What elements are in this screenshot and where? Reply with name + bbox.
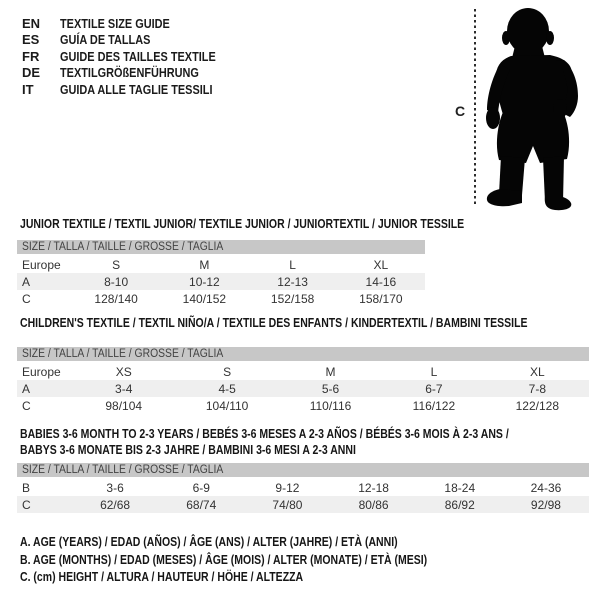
- legend-line: [20, 534, 505, 552]
- height-measure-label: C: [455, 103, 466, 119]
- size-value: 8-10: [104, 274, 129, 289]
- size-value: 12-18: [358, 480, 389, 495]
- size-value: M: [199, 257, 210, 272]
- table-title: [20, 426, 600, 458]
- size-value: 3-6: [106, 480, 124, 495]
- legend-line: [20, 552, 505, 570]
- size-value: 116/122: [412, 398, 456, 413]
- size-value: L: [430, 364, 438, 379]
- legend-line: [20, 569, 505, 587]
- size-value: 3-4: [115, 381, 133, 396]
- legend-text: A. AGE (YEARS) / EDAD (AÑOS) / ÂGE (ANS) / ALTER (JAHRE) / ETÀ (ANNI): [20, 535, 398, 549]
- table-title-line: [20, 442, 600, 458]
- size-value: S: [223, 364, 232, 379]
- legend: [20, 534, 505, 587]
- size-table: [17, 347, 589, 414]
- size-value: 4-5: [218, 381, 236, 396]
- baby-silhouette-icon: [486, 4, 588, 211]
- size-header-bar: [17, 240, 425, 254]
- row-label: C: [22, 398, 31, 413]
- language-row: [22, 48, 245, 65]
- size-table: [17, 240, 425, 307]
- size-value: 24-36: [530, 480, 562, 495]
- size-value: 74/80: [272, 497, 303, 512]
- size-value: 62/68: [100, 497, 131, 512]
- size-table: [17, 463, 589, 513]
- row-label: C: [22, 497, 31, 512]
- size-value: 12-13: [277, 274, 308, 289]
- language-code: EN: [22, 15, 41, 31]
- size-value: 9-12: [275, 480, 300, 495]
- size-value: XS: [115, 364, 132, 379]
- table-title-text: BABYS 3-6 MONATE BIS 2-3 JAHRE / BAMBINI 3-6 MESI A 2-3 ANNI: [20, 443, 356, 457]
- size-value: 18-24: [444, 480, 476, 495]
- table-title-text: BABIES 3-6 MONTH TO 2-3 YEARS / BEBÉS 3-6 MESES A 2-3 AÑOS / BÉBÉS 3-6 MOIS À 2-3 ANS /: [20, 427, 509, 441]
- size-value: 6-7: [425, 381, 443, 396]
- size-value: S: [112, 257, 121, 272]
- size-header-text: SIZE / TALLA / TAILLE / GRÖSSE / TAGLIA: [22, 348, 224, 360]
- table-title-line: [20, 426, 600, 442]
- row-label: B: [22, 480, 31, 495]
- size-row: [17, 290, 425, 307]
- size-value: 110/116: [309, 398, 352, 413]
- row-label: A: [22, 381, 31, 396]
- size-value: 128/140: [94, 291, 138, 306]
- language-code: ES: [22, 32, 40, 48]
- height-dotted-line: [474, 9, 476, 207]
- size-header-text: SIZE / TALLA / TAILLE / GRÖSSE / TAGLIA: [22, 241, 224, 253]
- size-value: 98/104: [105, 398, 143, 413]
- size-value: L: [289, 257, 296, 272]
- size-value: 158/170: [359, 291, 403, 306]
- size-value: 5-6: [321, 381, 340, 396]
- language-code: FR: [22, 48, 40, 64]
- size-value: 122/128: [515, 398, 560, 413]
- size-row: [17, 397, 589, 414]
- size-value: 104/110: [205, 398, 249, 413]
- size-value: 80/86: [358, 497, 389, 512]
- language-row: [22, 65, 245, 82]
- table-title-line: [20, 315, 600, 331]
- language-title: GUIDE DES TAILLES TEXTILE: [60, 48, 216, 64]
- size-row: [17, 380, 589, 397]
- language-title: GUÍA DE TALLAS: [60, 32, 151, 48]
- size-row: [17, 363, 589, 380]
- row-label: C: [22, 291, 31, 306]
- size-value: 140/152: [182, 291, 227, 306]
- language-header: [22, 15, 245, 98]
- table-title-line: [20, 216, 549, 232]
- size-value: 86/92: [444, 497, 475, 512]
- size-value: 68/74: [186, 497, 217, 512]
- size-value: 92/98: [530, 497, 561, 512]
- size-header-text: SIZE / TALLA / TAILLE / GRÖSSE / TAGLIA: [22, 464, 224, 476]
- size-value: 7-8: [528, 381, 546, 396]
- language-row: [22, 15, 245, 32]
- table-title: [20, 315, 600, 331]
- language-code: IT: [22, 81, 34, 97]
- size-row: [17, 496, 589, 513]
- size-row: [17, 273, 425, 290]
- row-label: Europe: [22, 257, 61, 272]
- size-header-bar: [17, 347, 589, 361]
- table-title: [20, 216, 549, 232]
- size-value: XL: [529, 364, 545, 379]
- row-label: A: [22, 274, 31, 289]
- legend-text: C. (cm) HEIGHT / ALTURA / HAUTEUR / HÖHE / ALTEZZA: [20, 570, 304, 584]
- size-value: 10-12: [189, 274, 220, 289]
- language-row: [22, 32, 245, 49]
- size-value: 152/158: [270, 291, 315, 306]
- size-value: M: [325, 364, 336, 379]
- table-title-text: CHILDREN'S TEXTILE / TEXTIL NIÑO/A / TEXTILE DES ENFANTS / KINDERTEXTIL / BAMBINI TESSILE: [20, 316, 528, 330]
- size-row: [17, 256, 425, 273]
- size-value: 14-16: [365, 274, 397, 289]
- language-title: TEXTILE SIZE GUIDE: [60, 15, 170, 31]
- row-label: Europe: [22, 364, 61, 379]
- language-code: DE: [22, 65, 41, 81]
- language-title: TEXTILGRÖßENFÜHRUNG: [60, 65, 199, 81]
- table-title-text: JUNIOR TEXTILE / TEXTIL JUNIOR/ TEXTILE JUNIOR / JUNIORTEXTIL / JUNIOR TESSILE: [20, 217, 465, 231]
- size-value: XL: [373, 257, 389, 272]
- size-value: 6-9: [192, 480, 210, 495]
- language-title: GUIDA ALLE TAGLIE TESSILI: [60, 81, 213, 97]
- size-row: [17, 479, 589, 496]
- size-header-bar: [17, 463, 589, 477]
- legend-text: B. AGE (MONTHS) / EDAD (MESES) / ÂGE (MOIS) / ALTER (MONATE) / ETÀ (MESI): [20, 552, 428, 567]
- language-row: [22, 81, 245, 98]
